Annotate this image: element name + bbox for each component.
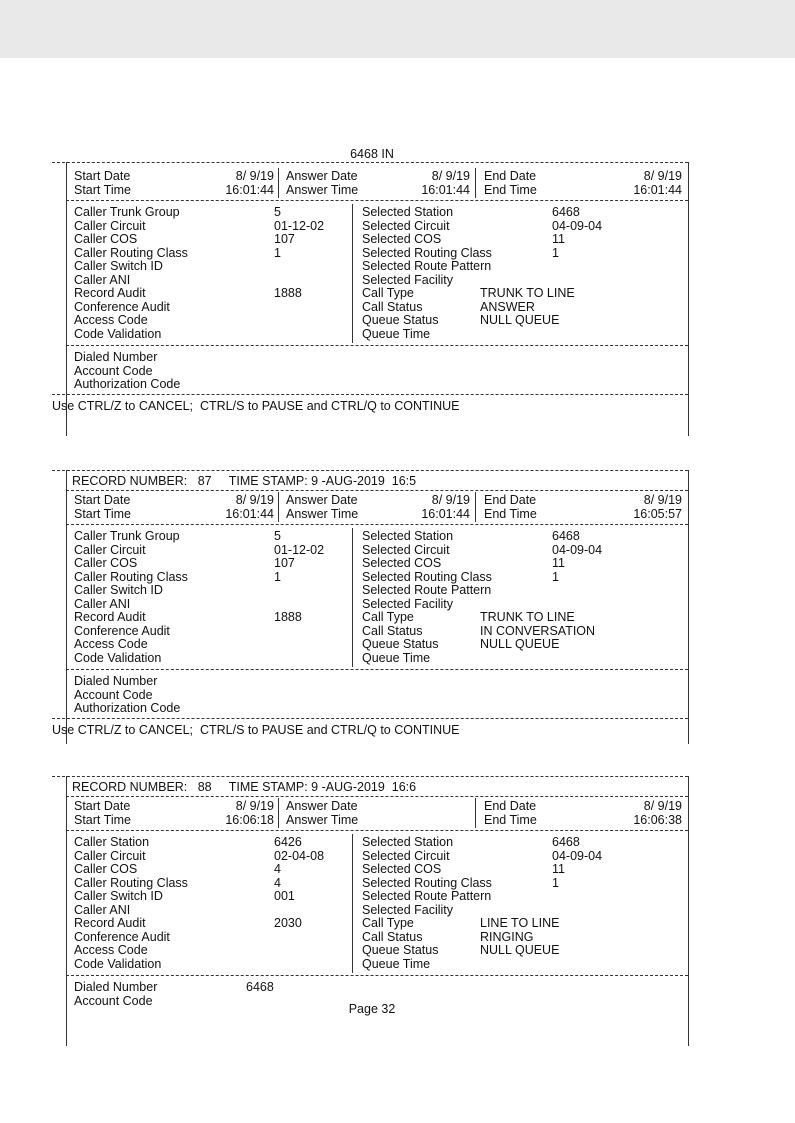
report-header-title: 6468 IN: [350, 147, 394, 161]
start-time-value: 16:01:44: [225, 506, 274, 521]
bottom-field-value: 6468: [246, 980, 274, 994]
bottom-field-label: Dialed Number: [74, 350, 158, 364]
vertical-border: [66, 470, 67, 744]
caller-field-value: 1: [274, 245, 281, 260]
caller-field-label: Access Code: [74, 943, 148, 957]
vertical-border: [352, 834, 353, 973]
selected-field-value: 1: [552, 875, 559, 890]
answer-time-label: Answer Time: [286, 182, 359, 197]
selected-field-value: TRUNK TO LINE: [480, 610, 575, 624]
bottom-field-label: Authorization Code: [74, 377, 181, 391]
end-date-value: 8/ 9/19: [643, 169, 682, 183]
bottom-field-label: Dialed Number: [74, 980, 158, 994]
vertical-border: [278, 798, 279, 828]
bottom-field-label: Account Code: [74, 687, 153, 702]
selected-field-label: Queue Time: [362, 956, 431, 971]
dashed-rule: [66, 345, 688, 346]
answer-time-label: Answer Time: [286, 506, 359, 521]
selected-field-label: Call Status: [362, 299, 423, 314]
record-number-line: RECORD NUMBER: 88 TIME STAMP: 9 -AUG-2019 16:6: [72, 780, 417, 794]
report-page: [52, 140, 692, 1080]
dashed-rule: [52, 776, 688, 777]
selected-field-label: Selected Station: [362, 529, 454, 543]
selected-field-value: LINE TO LINE: [480, 916, 560, 930]
start-time-value: 16:01:44: [225, 182, 274, 197]
caller-field-label: Code Validation: [74, 650, 162, 665]
caller-field-value: 1888: [274, 286, 302, 300]
dashed-rule: [66, 490, 688, 491]
caller-field-value: 4: [274, 875, 281, 890]
end-time-label: End Time: [484, 506, 537, 521]
selected-field-value: 6468: [552, 835, 580, 849]
selected-field-label: Queue Status: [362, 313, 439, 327]
answer-date-label: Answer Date: [286, 169, 358, 183]
selected-field-label: Call Status: [362, 929, 423, 944]
selected-field-label: Call Type: [362, 610, 414, 624]
vertical-border: [688, 162, 689, 436]
vertical-border: [688, 470, 689, 744]
caller-field-label: Record Audit: [74, 610, 146, 624]
dashed-rule: [66, 200, 688, 201]
end-date-label: End Date: [484, 169, 537, 183]
caller-field-label: Conference Audit: [74, 929, 170, 944]
end-time-value: 16:05:57: [633, 506, 682, 521]
caller-field-label: Caller Switch ID: [74, 259, 163, 273]
selected-field-value: 11: [552, 232, 565, 246]
selected-field-label: Queue Time: [362, 326, 431, 341]
selected-field-value: 11: [552, 556, 565, 570]
vertical-border: [475, 168, 476, 198]
selected-field-label: Selected Facility: [362, 902, 454, 917]
bottom-field-label: Account Code: [74, 363, 153, 378]
end-date-value: 8/ 9/19: [643, 799, 682, 813]
end-time-value: 16:01:44: [633, 182, 682, 197]
dashed-rule: [66, 524, 688, 525]
caller-field-label: Caller COS: [74, 862, 138, 876]
dashed-rule: [52, 718, 688, 719]
vertical-border: [475, 492, 476, 522]
caller-field-value: 2030: [274, 916, 302, 930]
caller-field-label: Caller Trunk Group: [74, 529, 180, 543]
vertical-border: [66, 162, 67, 436]
start-date-label: Start Date: [74, 799, 131, 813]
caller-field-label: Caller Switch ID: [74, 583, 163, 597]
selected-field-label: Selected Station: [362, 835, 454, 849]
caller-field-value: 01-12-02: [274, 218, 325, 233]
start-time-label: Start Time: [74, 506, 131, 521]
dashed-rule: [66, 669, 688, 670]
dashed-rule: [52, 394, 688, 395]
selected-field-label: Call Status: [362, 623, 423, 638]
bottom-field-label: Dialed Number: [74, 674, 158, 688]
answer-time-label: Answer Time: [286, 812, 359, 827]
bottom-field-label: Account Code: [74, 993, 153, 1008]
answer-time-value: 16:01:44: [421, 182, 470, 197]
caller-field-label: Access Code: [74, 313, 148, 327]
selected-field-value: NULL QUEUE: [480, 637, 560, 651]
end-date-label: End Date: [484, 493, 537, 507]
caller-field-value: 5: [274, 529, 281, 543]
selected-field-value: RINGING: [480, 929, 534, 944]
caller-field-label: Caller Switch ID: [74, 889, 163, 903]
caller-field-value: 001: [274, 889, 295, 903]
selected-field-value: 11: [552, 862, 565, 876]
selected-field-value: IN CONVERSATION: [480, 623, 596, 638]
page-number: Page 32: [348, 1002, 396, 1016]
vertical-border: [475, 798, 476, 828]
caller-field-label: Caller Routing Class: [74, 245, 188, 260]
selected-field-label: Selected Facility: [362, 596, 454, 611]
end-date-label: End Date: [484, 799, 537, 813]
caller-field-label: Code Validation: [74, 956, 162, 971]
start-time-value: 16:06:18: [225, 812, 274, 827]
start-date-value: 8/ 9/19: [235, 493, 274, 507]
selected-field-value: 04-09-04: [552, 542, 603, 557]
caller-field-label: Caller Circuit: [74, 848, 146, 863]
selected-field-label: Selected COS: [362, 556, 442, 570]
start-time-label: Start Time: [74, 812, 131, 827]
caller-field-label: Caller Circuit: [74, 542, 146, 557]
caller-field-label: Caller Station: [74, 835, 150, 849]
selected-field-label: Selected COS: [362, 862, 442, 876]
caller-field-label: Caller Routing Class: [74, 875, 188, 890]
control-notice: Use CTRL/Z to CANCEL; CTRL/S to PAUSE and CTRL/Q to CONTINUE: [52, 398, 460, 413]
selected-field-label: Selected Routing Class: [362, 875, 492, 890]
vertical-border: [278, 168, 279, 198]
dashed-rule: [66, 975, 688, 976]
caller-field-label: Caller COS: [74, 232, 138, 246]
caller-field-value: 01-12-02: [274, 542, 325, 557]
vertical-border: [278, 492, 279, 522]
caller-field-value: 107: [274, 556, 295, 570]
vertical-border: [352, 204, 353, 343]
caller-field-value: 02-04-08: [274, 848, 325, 863]
caller-field-value: 6426: [274, 835, 302, 849]
end-time-label: End Time: [484, 182, 537, 197]
selected-field-label: Queue Status: [362, 943, 439, 957]
selected-field-value: ANSWER: [480, 299, 535, 314]
selected-field-value: 1: [552, 245, 559, 260]
answer-date-value: 8/ 9/19: [431, 169, 470, 183]
caller-field-label: Caller ANI: [74, 902, 131, 917]
caller-field-label: Conference Audit: [74, 623, 170, 638]
caller-field-value: 4: [274, 862, 281, 876]
selected-field-label: Selected Station: [362, 205, 454, 219]
selected-field-label: Call Type: [362, 286, 414, 300]
caller-field-label: Caller Trunk Group: [74, 205, 180, 219]
caller-field-label: Code Validation: [74, 326, 162, 341]
end-time-label: End Time: [484, 812, 537, 827]
caller-field-label: Caller Routing Class: [74, 569, 188, 584]
caller-field-value: 1: [274, 569, 281, 584]
caller-field-label: Record Audit: [74, 286, 146, 300]
start-date-label: Start Date: [74, 493, 131, 507]
selected-field-value: 6468: [552, 529, 580, 543]
dashed-rule: [66, 796, 688, 797]
caller-field-label: Record Audit: [74, 916, 146, 930]
start-date-label: Start Date: [74, 169, 131, 183]
selected-field-value: TRUNK TO LINE: [480, 286, 575, 300]
caller-field-label: Caller COS: [74, 556, 138, 570]
caller-field-label: Caller Circuit: [74, 218, 146, 233]
dashed-rule: [52, 470, 688, 471]
caller-field-value: 107: [274, 232, 295, 246]
caller-field-label: Caller ANI: [74, 272, 131, 287]
selected-field-label: Selected Route Pattern: [362, 259, 492, 273]
start-time-label: Start Time: [74, 182, 131, 197]
selected-field-label: Call Type: [362, 916, 414, 930]
selected-field-label: Selected COS: [362, 232, 442, 246]
answer-date-value: 8/ 9/19: [431, 493, 470, 507]
control-notice: Use CTRL/Z to CANCEL; CTRL/S to PAUSE and CTRL/Q to CONTINUE: [52, 722, 460, 737]
start-date-value: 8/ 9/19: [235, 799, 274, 813]
caller-field-value: 1888: [274, 610, 302, 624]
caller-field-label: Access Code: [74, 637, 148, 651]
answer-date-label: Answer Date: [286, 799, 358, 813]
scanner-top-bar: [0, 0, 795, 58]
answer-date-label: Answer Date: [286, 493, 358, 507]
selected-field-value: 6468: [552, 205, 580, 219]
dashed-rule: [52, 162, 688, 163]
bottom-field-label: Authorization Code: [74, 701, 181, 715]
end-date-value: 8/ 9/19: [643, 493, 682, 507]
selected-field-value: NULL QUEUE: [480, 313, 560, 327]
record-number-line: RECORD NUMBER: 87 TIME STAMP: 9 -AUG-2019 16:5: [72, 474, 417, 488]
dashed-rule: [66, 830, 688, 831]
selected-field-label: Selected Facility: [362, 272, 454, 287]
selected-field-label: Selected Route Pattern: [362, 583, 492, 597]
vertical-border: [352, 528, 353, 667]
caller-field-value: 5: [274, 205, 281, 219]
selected-field-label: Queue Time: [362, 650, 431, 665]
selected-field-value: 04-09-04: [552, 848, 603, 863]
end-time-value: 16:06:38: [633, 812, 682, 827]
selected-field-label: Queue Status: [362, 637, 439, 651]
selected-field-label: Selected Route Pattern: [362, 889, 492, 903]
selected-field-label: Selected Circuit: [362, 542, 450, 557]
selected-field-label: Selected Routing Class: [362, 569, 492, 584]
selected-field-label: Selected Routing Class: [362, 245, 492, 260]
answer-time-value: 16:01:44: [421, 506, 470, 521]
caller-field-label: Caller ANI: [74, 596, 131, 611]
selected-field-label: Selected Circuit: [362, 848, 450, 863]
start-date-value: 8/ 9/19: [235, 169, 274, 183]
selected-field-value: 04-09-04: [552, 218, 603, 233]
selected-field-value: NULL QUEUE: [480, 943, 560, 957]
selected-field-value: 1: [552, 569, 559, 584]
selected-field-label: Selected Circuit: [362, 218, 450, 233]
caller-field-label: Conference Audit: [74, 299, 170, 314]
